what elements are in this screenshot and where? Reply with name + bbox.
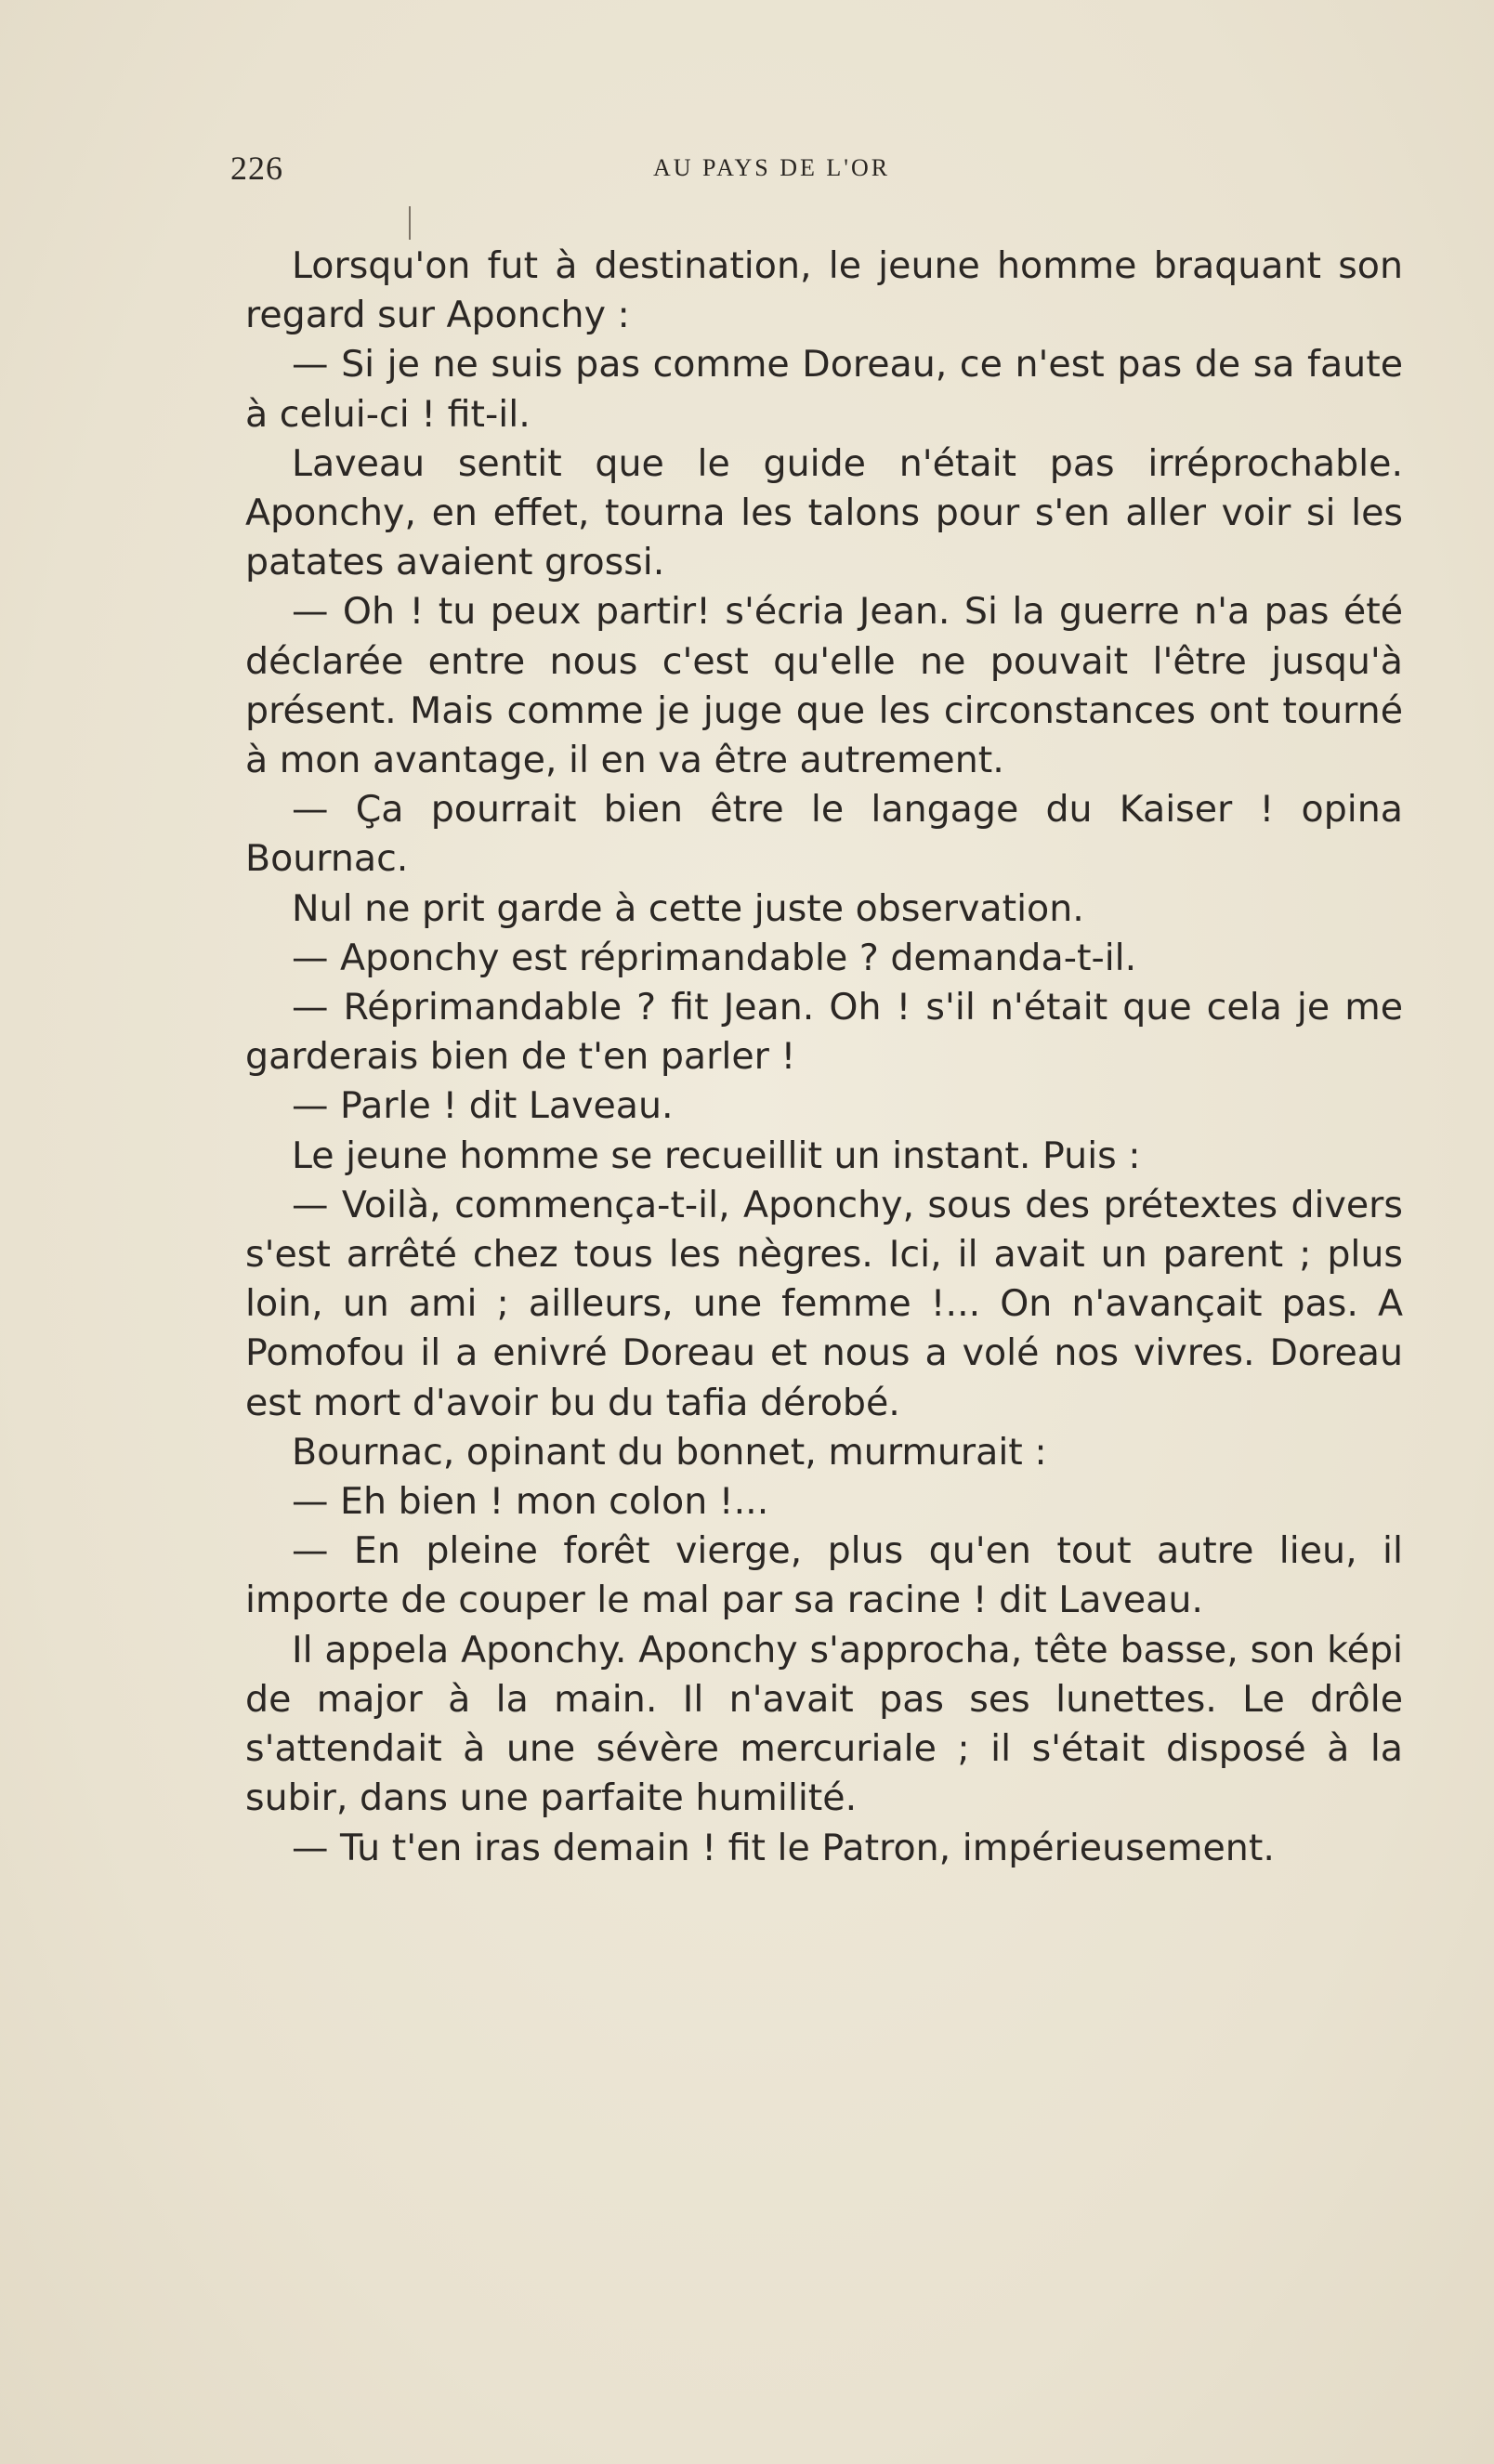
- paragraph: — Aponchy est réprimandable ? demanda-t-il.: [292, 936, 1137, 979]
- page-header: [230, 149, 1410, 195]
- paragraph: — Ça pourrait bien être le langage du Kaiser ! opina Bournac.: [245, 788, 1403, 881]
- paragraph: Il appela Aponchy. Aponchy s'approcha, tête basse, son képi de major à la main. Il n'avait pas ses lunettes. Le drôle s'attendait à une sévère mercuriale ; il s'était disposé à la subir, dans une parfaite humilité.: [245, 1628, 1403, 1820]
- paragraph: — Tu t'en iras demain ! fit le Patron, impérieusement.: [292, 1826, 1275, 1869]
- paragraph: Le jeune homme se recueillit un instant. Puis :: [292, 1134, 1141, 1177]
- paragraph: Bournac, opinant du bonnet, murmurait :: [292, 1430, 1047, 1474]
- paragraph: — Réprimandable ? fit Jean. Oh ! s'il n'était que cela je me garderais bien de t'en parler !: [245, 986, 1403, 1079]
- body-text: [245, 242, 1403, 1873]
- paragraph: Laveau sentit que le guide n'était pas irréprochable. Aponchy, en effet, tourna les talons pour s'en aller voir si les patates avaient grossi.: [245, 441, 1403, 584]
- page-number: 226: [230, 150, 283, 187]
- pencil-mark: [409, 206, 411, 240]
- running-title: AU PAYS DE L'OR: [653, 154, 891, 181]
- paragraph: — Eh bien ! mon colon !...: [292, 1480, 769, 1524]
- paragraph: — Oh ! tu peux partir! s'écria Jean. Si la guerre n'a pas été déclarée entre nous c'est qu'elle ne pouvait l'être jusqu'à présent. Mais comme je juge que les circonstances ont tourné à mon avantage, il en va être autrement.: [245, 590, 1403, 782]
- paragraph: Nul ne prit garde à cette juste observation.: [292, 886, 1084, 930]
- paragraph: — En pleine forêt vierge, plus qu'en tout autre lieu, il importe de couper le mal par sa racine ! dit Laveau.: [245, 1529, 1403, 1622]
- paragraph: — Si je ne suis pas comme Doreau, ce n'est pas de sa faute à celui-ci ! fit-il.: [245, 343, 1403, 436]
- paragraph: — Voilà, commença-t-il, Aponchy, sous des prétextes divers s'est arrêté chez tous les nègres. Ici, il avait un parent ; plus loin, un ami ; ailleurs, une femme !... On n'avançait pas. A Pomofou il a enivré Doreau et nous a volé nos vivres. Doreau est mort d'avoir bu du tafia dérobé.: [245, 1183, 1403, 1424]
- paragraph: Lorsqu'on fut à destination, le jeune homme braquant son regard sur Aponchy :: [245, 244, 1403, 337]
- paragraph: — Parle ! dit Laveau.: [292, 1084, 674, 1128]
